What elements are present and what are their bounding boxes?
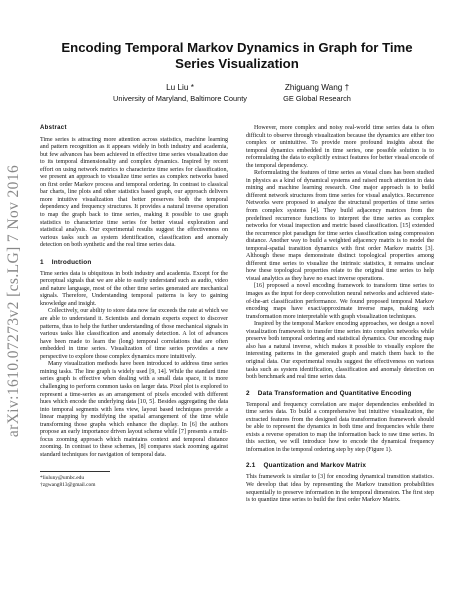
- paragraph: This framework is similar to [3] for encoding dynamical transition statistics. We develop that idea by representing the Markov transition probabilities sequentially to preserve information in the temporal dimension. The first step is to quantize time series to build the first order Markov Matrix.: [246, 474, 434, 504]
- paragraph: Time series data is ubiquitous in both industry and academia. Except for the perceptual signals that we are able to easily understand such as audio, video and nature language, most of the other time series generated are mechanical signals. Therefore, Understanding temporal patterns is key to gaining knowledge and insight.: [40, 270, 228, 307]
- left-column: [40, 125, 228, 489]
- paper-title: Encoding Temporal Markov Dynamics in Graph for Time Series Visualization: [61, 40, 413, 71]
- author-block-1: [105, 83, 255, 103]
- footnote: †zgwang813@gmail.com: [40, 482, 96, 489]
- paragraph: Temporal and frequency correlation are major dependencies embedded in time series data. To build a comprehensive but intuitive visualization, the extracted features from the designed data transformation framework should be able to represent the dynamics in both time and frequencies while there exists a reverse operation to map the information back to raw time series. In this section, we will introduce how to encode the dynamical frequency information in the temporal ordering step by step (Figure 1).: [246, 401, 434, 453]
- section-title: Data Transformation and Quantitative Encoding: [257, 389, 412, 397]
- paragraph: Inspired by the temporal Markov encoding approaches, we design a novel visualization framework to transfer time series into complex networks while preserve both temporal ordering and statistical dynamics. Our encoding map also has a natural inverse, which makes it possible to visually explore the interesting patterns in the generated graph and match them back to the original data. Our experimental results suggest the effectiveness on various tasks such as system identification, classification and anomaly detection on both benchmark and real time series data.: [246, 321, 434, 381]
- paragraph: [16] proposed a novel encoding framework to transform time series to images as the input for deep convolution neural networks and achieved state-of-the-art classification performance. We found proposed temporal Markov encoding maps have exact/approximate inverse maps, making such transformation more interpretable with graph visualization techniques.: [246, 283, 434, 320]
- author-affiliation: GE Global Research: [283, 93, 351, 103]
- author-name: Lu Liu *: [166, 83, 194, 92]
- section-title: Introduction: [51, 258, 92, 266]
- subsection-heading: [246, 462, 434, 470]
- section-number: 1: [40, 258, 44, 266]
- subsection-title: Quantization and Markov Matrix: [263, 462, 367, 470]
- subsection-number: 2.1: [246, 462, 256, 470]
- author-block-2: [258, 83, 376, 103]
- arxiv-stamp: arXiv:1610.07273v2 [cs.LG] 7 Nov 2016: [5, 164, 22, 438]
- author-affiliation: University of Maryland, Baltimore County: [113, 93, 247, 103]
- section-heading: [40, 259, 228, 267]
- abstract-text: Time series is attracting more attention across statistics, machine learning and pattern recognition as it appears widely in both industry and academia, but few advances has been achieved in effective time series visualization due to its temporal dimensionality and complex dynamics. Inspired by recent effort on using network metrics to characterize time series for classification, we present an approach to visualize time series as complex networks based on first order Markov process and temporal ordering. In contrast to classical bar charts, line plots and other statistics based graph, our approach delivers more intuitive visualization that better preserves both the temporal dependency and frequency structures. It provides a natural inverse operation to map the graph back to time series, making it possible to use graph statistics to characterize time series for better visual exploration and statistical analysis. Our experimental results suggest the effectiveness on various tasks such as system identification, classification and anomaly detection on both synthetic and the real time series data.: [40, 136, 228, 249]
- footnote: *liuluny@umbc.edu: [40, 475, 85, 482]
- paragraph: However, more complex and noisy real-world time series data is often difficult to observe through visualization because the dynamics are either too complex or unintuitive. To provide more profound insights about the temporal dynamics embedded in time series, one possible solution is to reformulating the data to explicitly extract features for better visual encode of the temporal dependency.: [246, 125, 434, 169]
- author-name: Zhiguang Wang †: [284, 83, 350, 92]
- paragraph: Reformulating the features of time series as visual clues has been studied in physics as a kind of dynamical systems and raised much attention in data mining and machine learning research. One major approach is to build different network structures from time series for visual analytics. Recurrence Networks were proposed to analyze the structural properties of time series from complex systems [4]. They build adjacency matrices from the predefined recurrence functions to interpret the time series as complex networks for visual inspection and metric based classification. [15] extended the recurrence plot paradigm for time series classification using compression distance. Another way to build a weighted adjacency matrix is to model the temporal-spatial transition dynamics with first order Markov matrix [3]. Although these maps demonstrate distinct topological properties among different time series to visualize the intrinsic statistics, it remains unclear how these topological properties relate to the original time series to help visual analytics as they have no exact inverse operations.: [246, 170, 434, 282]
- right-column: [246, 125, 434, 505]
- abstract-heading: Abstract: [40, 125, 67, 131]
- footnote-rule: [40, 471, 110, 472]
- section-number: 2: [246, 389, 250, 397]
- paragraph: Collectively, our ability to store data now far exceeds the rate at which we are able to understand it. Scientists and domain experts expect to discover patterns, thus to help the further understanding of those mechanical signals in various tasks like classification and anomaly detection. A lot of advances have been made to learn the (long) temporal correlations that are often embedded in time series. Visualization of time series provides a new perspective to explore those complex dynamics more intuitively.: [40, 308, 228, 360]
- section-heading: [246, 390, 434, 398]
- paragraph: Many visualization methods have been introduced to address time series mining tasks. The line graph is widely used [9, 14]. While the standard time series graph is effective when dealing with a small data space, it is more challenging to perform common tasks on larger data. Pixel plot is explored to represent a time-series as an arrangement of pixels encoded with different hues which encode the underlying data [10, 5]. Besides aggregating the data into temporal segments with lens view, layout based techniques provide a linear mapping by modifying the spatial arrangement of the time while transforming those graphs which enhance the display. In [6] the authors propose an early importance driven layout scheme while [7] presents a multi-focus zooming approach which maintains context and temporal distance zooming. In contrast to these schemes, [8] compares stack zooming against standard techniques for navigation of temporal data.: [40, 361, 228, 458]
